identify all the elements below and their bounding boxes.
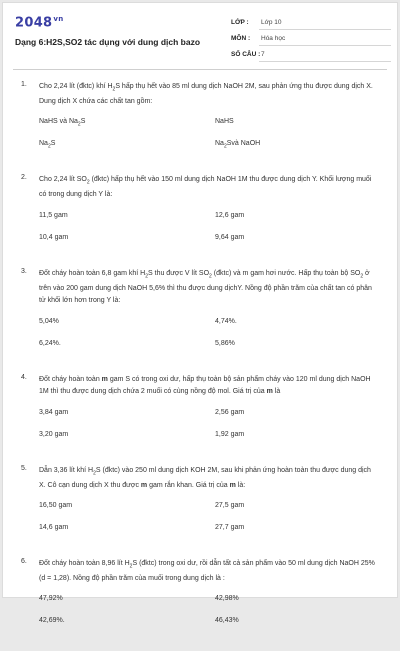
- question-number: 6.: [21, 558, 27, 566]
- answer-option[interactable]: 4,74%.: [215, 317, 237, 325]
- answer-row: [39, 524, 379, 546]
- question-text: Cho 2,24 lít $SO_2$ (đktc) hấp thụ hết vào 150 ml dung dịch NaOH 1M thu được dung dịch Y. Khối lượng muối có trong dung dịch Y là:: [39, 176, 372, 199]
- answer-row: [39, 212, 379, 234]
- question-number: 3.: [21, 267, 27, 275]
- answer-row: [39, 318, 379, 340]
- logo-text: 2048: [15, 15, 53, 31]
- answer-option[interactable]: 42,98%: [215, 595, 239, 603]
- answer-option[interactable]: 3,20 gam: [39, 430, 69, 438]
- answer-option[interactable]: 42,69%.: [39, 617, 65, 625]
- answer-option[interactable]: 27,5 gam: [215, 502, 245, 510]
- answer-option[interactable]: NaHS và $Na_2S$: [39, 118, 86, 128]
- question-item: [3, 558, 397, 639]
- answer-row: [39, 340, 379, 362]
- question-text: Cho 2,24 lít (đktc) khí $H_2S$ hấp thụ hết vào 85 ml dung dịch NaOH 2M, sau phản ứng thu được dung dịch X. Dung dịch X chứa các chất tan gồm:: [39, 83, 373, 105]
- logo-suffix: vn: [53, 15, 64, 23]
- question-item: [3, 81, 397, 162]
- answer-row: [39, 617, 379, 639]
- answer-row: [39, 431, 379, 453]
- answer-option[interactable]: 5,86%: [215, 339, 235, 347]
- answer-row: [39, 118, 379, 140]
- answer-options: [39, 318, 379, 362]
- answer-options: [39, 212, 379, 256]
- answer-options: [39, 502, 379, 546]
- meta-label: MÔN :: [231, 35, 251, 42]
- answer-row: [39, 140, 379, 162]
- question-number: 4.: [21, 373, 27, 381]
- meta-row: [231, 18, 391, 32]
- answer-option[interactable]: 47,92%: [39, 595, 63, 603]
- answer-option[interactable]: $Na_2S$: [39, 140, 56, 150]
- answer-option[interactable]: 27,7 gam: [215, 524, 245, 532]
- answer-row: [39, 409, 379, 431]
- worksheet-header: [3, 3, 397, 67]
- answer-row: [39, 595, 379, 617]
- question-item: [3, 374, 397, 453]
- meta-value: Hóa học: [259, 34, 391, 46]
- answer-option[interactable]: NaHS: [215, 118, 234, 126]
- worksheet-page: [2, 2, 398, 625]
- answer-option[interactable]: 9,64 gam: [215, 233, 245, 241]
- answer-row: [39, 234, 379, 256]
- question-number: 2.: [21, 174, 27, 182]
- answer-option[interactable]: 3,84 gam: [39, 408, 69, 416]
- answer-option[interactable]: 1,92 gam: [215, 430, 245, 438]
- answer-option[interactable]: 12,6 gam: [215, 211, 245, 219]
- answer-option[interactable]: 5,04%: [39, 317, 59, 325]
- answer-option[interactable]: 11,5 gam: [39, 211, 68, 219]
- answer-option[interactable]: 10,4 gam: [39, 233, 69, 241]
- answer-option[interactable]: $Na_2Svà$ NaOH: [215, 140, 261, 150]
- answer-option[interactable]: 2,56 gam: [215, 408, 245, 416]
- worksheet-meta: [231, 18, 391, 66]
- meta-row: [231, 34, 391, 48]
- site-logo[interactable]: [15, 15, 64, 30]
- answer-row: [39, 502, 379, 524]
- answer-option[interactable]: 6,24%.: [39, 339, 61, 347]
- question-item: [3, 268, 397, 362]
- header-divider: [13, 69, 387, 70]
- question-item: [3, 174, 397, 255]
- answer-options: [39, 409, 379, 453]
- meta-value: 7: [259, 50, 391, 62]
- question-text: Đốt cháy hoàn toàn m gam S có trong oxi dư, hấp thụ toàn bộ sản phẩm cháy vào 120 ml dung dịch NaOH 1M thì thu được dung dịch chứa 2 muối có cùng nồng độ mol. Giá trị của m là: [39, 375, 371, 396]
- question-text: Dẫn 3,36 lít khí $H_2S$ (đktc) vào 250 ml dung dịch KOH 2M, sau khi phản ứng hoàn toàn thu được dung dịch X. Cô cạn dung dịch X thu được m gam rắn khan. Giá trị của m là:: [39, 466, 371, 489]
- answer-option[interactable]: 46,43%: [215, 617, 239, 625]
- answer-options: [39, 595, 379, 639]
- meta-value: Lớp 10: [259, 18, 391, 30]
- meta-label: SỐ CÂU :: [231, 51, 261, 58]
- question-number: 5.: [21, 464, 27, 472]
- question-text: Đốt cháy hoàn toàn 8,96 lít $H_2S$ (đktc) trong oxi dư, rồi dẫn tất cả sản phẩm vào 50 ml dung dịch NaOH 25% (d = 1,28). Nồng độ phần trăm của muối trong dung dịch là :: [39, 560, 375, 582]
- answer-options: [39, 118, 379, 162]
- meta-label: LỚP :: [231, 19, 249, 26]
- question-list: [3, 81, 397, 651]
- meta-row: [231, 50, 391, 64]
- question-item: [3, 465, 397, 546]
- question-number: 1.: [21, 81, 27, 88]
- worksheet-title: Dạng 6:H2S,SO2 tác dụng với dung dịch bazo: [15, 37, 201, 47]
- question-text: Đốt cháy hoàn toàn 6,8 gam khí $H_2S$ thu được V lít $SO_2$ (đktc) và m gam hơi nước. Hấp thụ toàn bộ $SO_2$ ở trên vào 200 gam dung dịch NaOH 5,6% thì thu được dung dịchY. Nồng độ phần trăm của chất tan có phân tử khối lớn hơn trong Y là:: [39, 269, 372, 305]
- answer-option[interactable]: 14,6 gam: [39, 524, 69, 532]
- answer-option[interactable]: 16,50 gam: [39, 502, 73, 510]
